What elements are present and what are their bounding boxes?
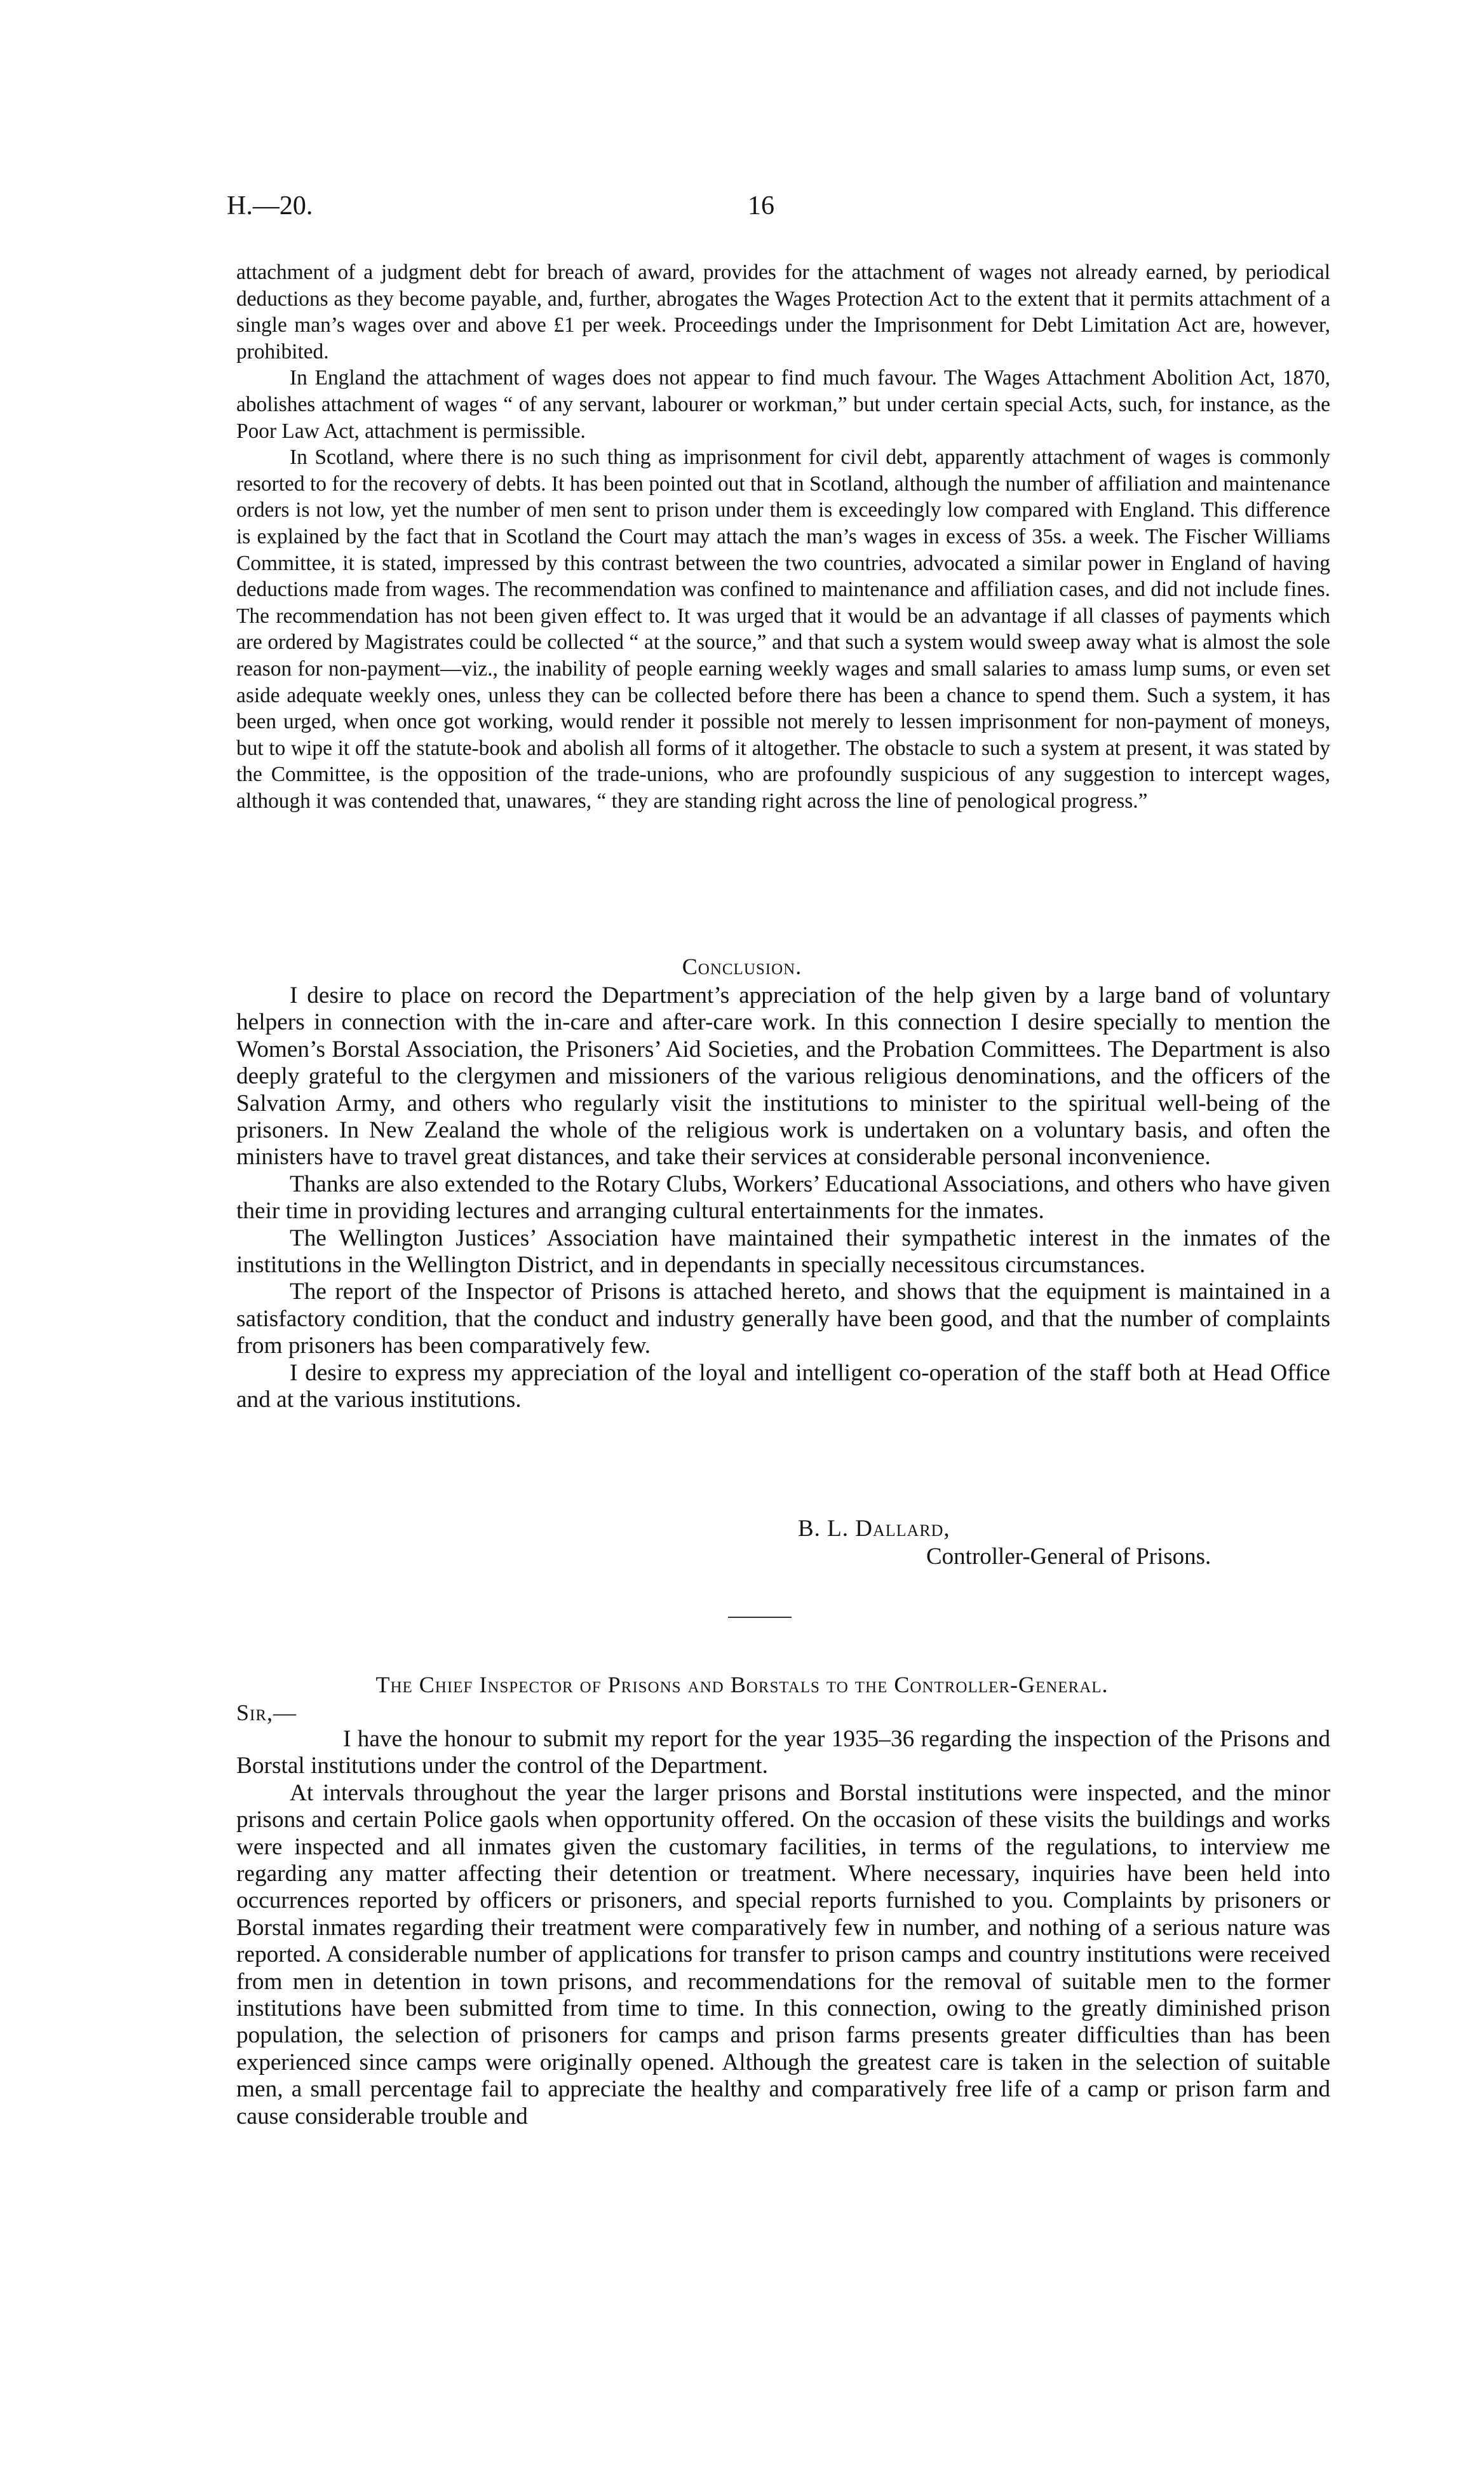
page-number: 16 bbox=[748, 191, 774, 221]
paragraph: In England the attachment of wages does not appear to find much favour. The Wages Attachment Abolition Act, 1870, abolishes attachment of wages “ of any servant, labourer or workman,” but under certain special Acts, such, for instance, as the Poor Law Act, attachment is permissible. bbox=[236, 366, 1330, 443]
paragraph: I desire to place on record the Department’s appreciation of the help given by a large band of voluntary helpers in connection with the in-care and after-care work. In this connection I desire specially to mention the Women’s Borstal Association, the Prisoners’ Aid Societies, and the Probation Committees. The Department is also deeply grateful to the clergymen and missioners of the various religious denominations, and the officers of the Salvation Army, and others who regularly visit the institutions to minister to the spiritual well-being of the prisoners. In New Zealand the whole of the religious work is undertaken on a voluntary basis, and often the ministers have to travel great distances, and take their services at considerable personal inconvenience. bbox=[236, 982, 1330, 1171]
signature-title: Controller-General of Prisons. bbox=[926, 1544, 1211, 1570]
report-section bbox=[236, 1726, 1330, 2130]
paragraph: The report of the Inspector of Prisons is attached hereto, and shows that the equipment is maintained in a satisfactory condition, that the conduct and industry generally have been good, and that the number of complaints from prisoners has been comparatively few. bbox=[236, 1279, 1330, 1359]
paragraph: Thanks are also extended to the Rotary Clubs, Workers’ Educational Associations, and others who have given their time in providing lectures and arranging cultural entertainments for the inmates. bbox=[236, 1171, 1330, 1225]
paragraph: I have the honour to submit my report for the year 1935–36 regarding the inspection of the Prisons and Borstal institutions under the control of the Department. bbox=[236, 1726, 1330, 1779]
paragraph: I desire to express my appreciation of the loyal and intelligent co-operation of the staff both at Head Office and at the various institutions. bbox=[236, 1359, 1330, 1413]
paragraph: At intervals throughout the year the larger prisons and Borstal institutions were inspected, and the minor prisons and certain Police gaols when opportunity offered. On the occasion of these visits the buildings and works were inspected and all inmates given the customary facilities, in terms of the regulations, to interview me regarding any matter affecting their detention or treatment. Where necessary, inquiries have been held into occurrences reported by officers or prisoners, and special reports furnished to you. Complaints by prisoners or Borstal inmates regarding their treatment were comparatively few in number, and nothing of a serious nature was reported. A considerable number of applications for transfer to prison camps and country institutions were received from men in detention in town prisons, and recommendations for the removal of suitable men to the former institutions have been submitted from time to time. In this connection, owing to the greatly diminished prison population, the selection of prisoners for camps and prison farms presents greater difficulties than has been experienced since camps were originally opened. Although the greatest care is taken in the selection of suitable men, a small percentage fail to appreciate the healthy and comparatively free life of a camp or prison farm and cause considerable trouble and bbox=[236, 1779, 1330, 2129]
conclusion-heading: Conclusion. bbox=[682, 954, 802, 979]
salutation: Sir,— bbox=[236, 1700, 297, 1725]
section-continued-text bbox=[236, 259, 1330, 814]
report-heading: The Chief Inspector of Prisons and Borstals to the Controller-General. bbox=[375, 1672, 1109, 1697]
page-header bbox=[227, 191, 1339, 229]
document-reference: H.—20. bbox=[227, 191, 313, 221]
section-divider bbox=[728, 1617, 792, 1618]
paragraph: In Scotland, where there is no such thing as imprisonment for civil debt, apparently attachment of wages is commonly resorted to for the recovery of debts. It has been pointed out that in Scotland, although the number of affiliation and maintenance orders is not low, yet the number of men sent to prison under them is exceedingly low compared with England. This difference is explained by the fact that in Scotland the Court may attach the man’s wages in excess of 35s. a week. The Fischer Williams Committee, it is stated, impressed by this contrast between the two countries, advocated a similar power in England of having deductions made from wages. The recommendation was confined to maintenance and affiliation cases, and did not include fines. The recommendation has not been given effect to. It was urged that it would be an advantage if all classes of payments which are ordered by Magistrates could be collected “ at the source,” and that such a system would sweep away what is almost the sole reason for non-payment—viz., the inability of people earning weekly wages and small salaries to amass lump sums, or even set aside adequate weekly ones, unless they can be collected before there has been a chance to spend them. Such a system, it has been urged, when once got working, would render it possible not merely to lessen imprisonment for non-payment of moneys, but to wipe it off the statute-book and abolish all forms of it altogether. The obstacle to such a system at present, it was stated by the Committee, is the opposition of the trade-unions, who are profoundly suspicious of any suggestion to intercept wages, although it was contended that, unawares, “ they are standing right across the line of penological progress.” bbox=[236, 445, 1330, 813]
conclusion-section bbox=[236, 982, 1330, 1414]
paragraph: The Wellington Justices’ Association have maintained their sympathetic interest in the inmates of the institutions in the Wellington District, and in dependants in specially necessitous circumstances. bbox=[236, 1225, 1330, 1279]
paragraph: attachment of a judgment debt for breach of award, provides for the attachment of wages not already earned, by periodical deductions as they become payable, and, further, abrogates the Wages Protection Act to the extent that it permits attachment of a single man’s wages over and above £1 per week. Proceedings under the Imprisonment for Debt Limitation Act are, however, prohibited. bbox=[236, 261, 1330, 363]
signature-name: B. L. Dallard, bbox=[798, 1516, 950, 1542]
